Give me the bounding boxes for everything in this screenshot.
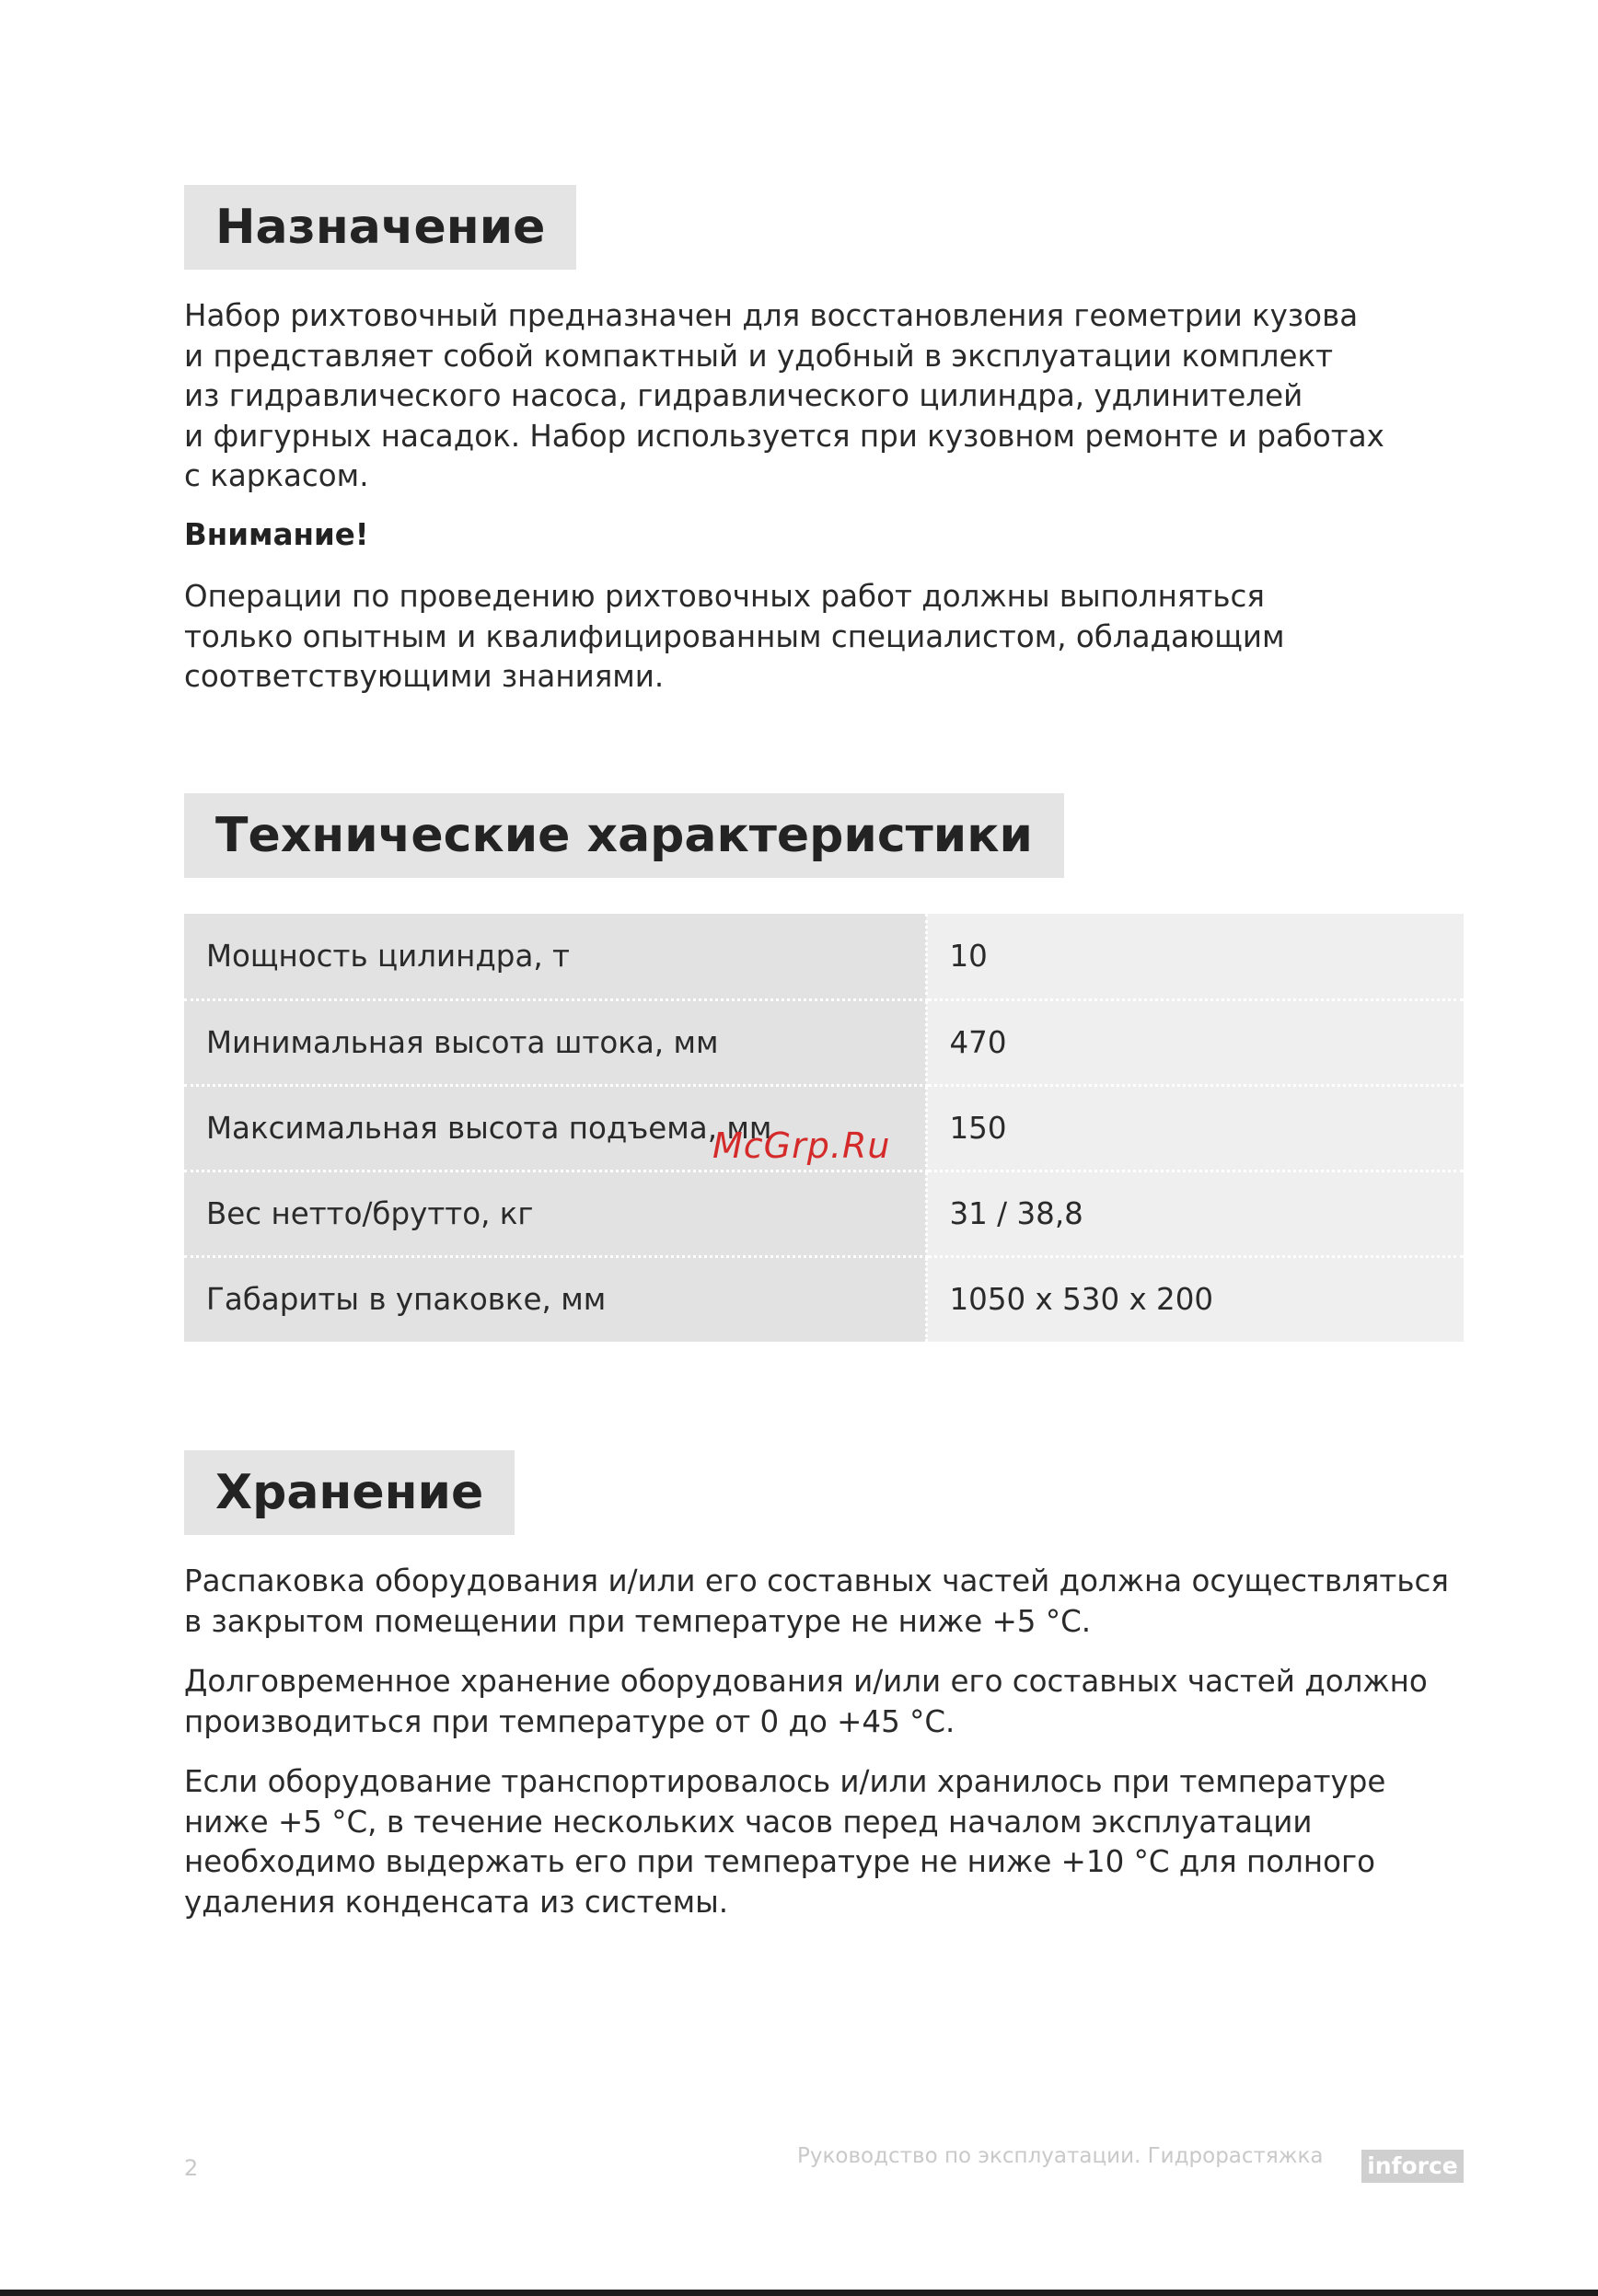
spec-value: 31 / 38,8 — [926, 1171, 1464, 1256]
storage-line: Долговременное хранение оборудования и/или его составных частей должно — [184, 1664, 1428, 1699]
storage-line: необходимо выдержать его при температуре не ниже +10 °С для полного — [184, 1844, 1375, 1879]
purpose-paragraph — [184, 296, 1464, 497]
table-row — [184, 999, 1464, 1085]
table-row — [184, 914, 1464, 999]
document-title: Руководство по эксплуатации. Гидрорастяжка — [797, 2144, 1324, 2168]
specs-heading: Технические характеристики — [184, 793, 1064, 878]
spec-label: Максимальная высота подъема, мм — [184, 1085, 926, 1171]
spec-value: 1050 x 530 x 200 — [926, 1256, 1464, 1342]
spec-value: 10 — [926, 914, 1464, 999]
watermark: McGrp.Ru — [712, 1125, 891, 1166]
spec-label: Габариты в упаковке, мм — [184, 1256, 926, 1342]
warning-title: Внимание! — [184, 517, 369, 552]
spec-label: Минимальная высота штока, мм — [184, 999, 926, 1085]
storage-line: удаления конденсата из системы. — [184, 1884, 729, 1920]
spec-value: 470 — [926, 999, 1464, 1085]
storage-paragraph — [184, 1762, 1464, 1922]
spec-label: Вес нетто/брутто, кг — [184, 1171, 926, 1256]
spec-value: 150 — [926, 1085, 1464, 1171]
brand-logo: inforce — [1361, 2150, 1464, 2183]
storage-paragraph — [184, 1562, 1464, 1642]
bottom-rule — [0, 2290, 1598, 2296]
purpose-line: и фигурных насадок. Набор используется при кузовном ремонте и работах — [184, 418, 1384, 454]
warning-paragraph — [184, 577, 1464, 698]
warning-line: Операции по проведению рихтовочных работ должны выполняться — [184, 579, 1265, 614]
purpose-line: с каркасом. — [184, 458, 369, 493]
storage-line: Если оборудование транспортировалось и/или хранилось при температуре — [184, 1764, 1386, 1799]
storage-line: в закрытом помещении при температуре не ниже +5 °С. — [184, 1603, 1092, 1639]
storage-line: производиться при температуре от 0 до +45 °С. — [184, 1703, 955, 1739]
spec-label: Мощность цилиндра, т — [184, 914, 926, 999]
purpose-line: Набор рихтовочный предназначен для восстановления геометрии кузова — [184, 298, 1359, 333]
purpose-line: и представляет собой компактный и удобный в эксплуатации комплект — [184, 338, 1334, 374]
storage-paragraph — [184, 1662, 1464, 1742]
table-row — [184, 1171, 1464, 1256]
storage-line: ниже +5 °С, в течение нескольких часов перед началом эксплуатации — [184, 1804, 1313, 1840]
storage-heading: Хранение — [184, 1450, 515, 1535]
table-row — [184, 1256, 1464, 1342]
page-number: 2 — [184, 2155, 199, 2181]
warning-line: соответствующими знаниями. — [184, 659, 665, 694]
storage-line: Распаковка оборудования и/или его составных частей должна осуществляться — [184, 1563, 1449, 1598]
purpose-heading: Назначение — [184, 185, 576, 270]
purpose-line: из гидравлического насоса, гидравлического цилиндра, удлинителей — [184, 378, 1303, 413]
warning-line: только опытным и квалифицированным специалистом, обладающим — [184, 618, 1285, 654]
